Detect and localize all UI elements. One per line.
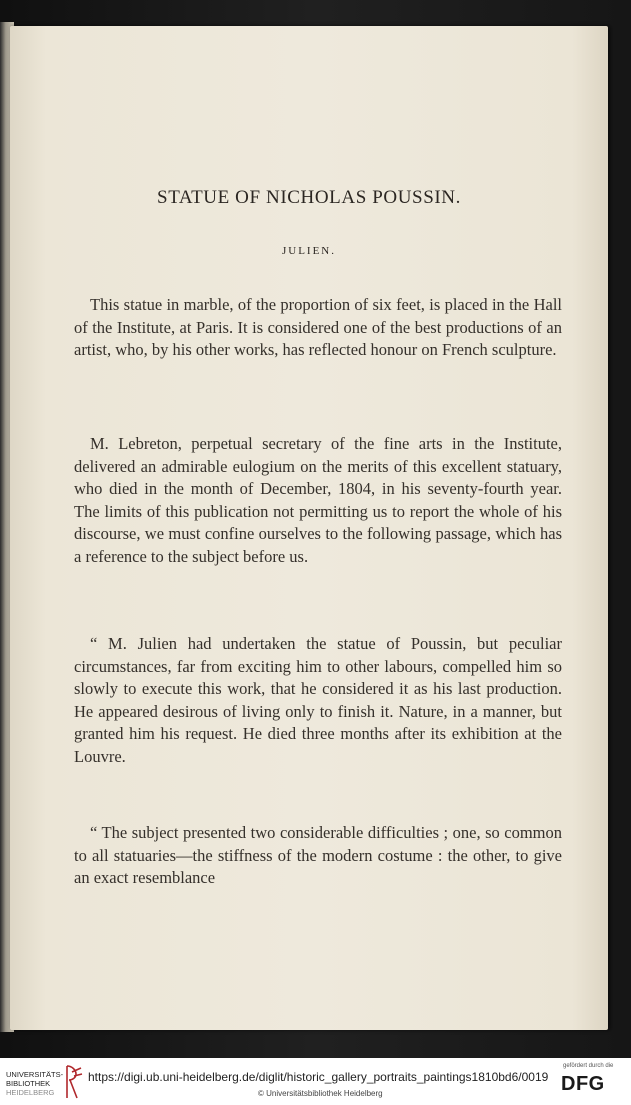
dfg-logo: DFG xyxy=(561,1073,605,1095)
library-logo-line-2: BIBLIOTHEK xyxy=(6,1079,51,1088)
copyright-notice: © Universitätsbibliothek Heidelberg xyxy=(258,1089,383,1098)
paragraph-3: “ M. Julien had undertaken the statue of Poussin, but peculiar circumstances, far from exciting him to other labours, compelled him so slowly to execute this work, that he considered it as his last production. He appeared desirous of living only to finish it. Nature, in a manner, but granted him his request. He died three months after its exhibition at the Louvre. xyxy=(74,634,562,766)
permalink-url[interactable]: https://digi.ub.uni-heidelberg.de/diglit/historic_gallery_portraits_paintings1810bd6/0019 xyxy=(88,1070,549,1084)
page-title: STATUE OF NICHOLAS POUSSIN. xyxy=(157,187,461,208)
viewer-footer xyxy=(0,1058,631,1105)
library-logo-line-1: UNIVERSITÄTS- xyxy=(6,1070,64,1079)
paragraph-2: M. Lebreton, perpetual secretary of the fine arts in the Institute, delivered an admirable eulogium on the merits of this excellent statuary, who died in the month of December, 1804, in his seventy-fourth year. The limits of this publication not permitting us to report the whole of his discourse, we must confine ourselves to the following passage, which has a reference to the subject before us. xyxy=(74,434,562,566)
paragraph-4: “ The subject presented two considerable difficulties ; one, so common to all statuaries—the stiffness of the modern costume : the other, to give an exact resemblance xyxy=(74,823,562,887)
funder-caption: gefördert durch die xyxy=(563,1063,614,1069)
page-subtitle: JULIEN. xyxy=(281,245,337,257)
book-page xyxy=(10,26,608,1030)
heidelberg-lion-icon xyxy=(64,1062,84,1100)
paragraph-1: This statue in marble, of the proportion of six feet, is placed in the Hall of the Institute, at Paris. It is considered one of the best productions of an artist, who, by his other works, has reflected honour on French sculpture. xyxy=(74,295,562,359)
library-logo xyxy=(6,1070,64,1097)
library-logo-line-3: HEIDELBERG xyxy=(6,1088,55,1097)
